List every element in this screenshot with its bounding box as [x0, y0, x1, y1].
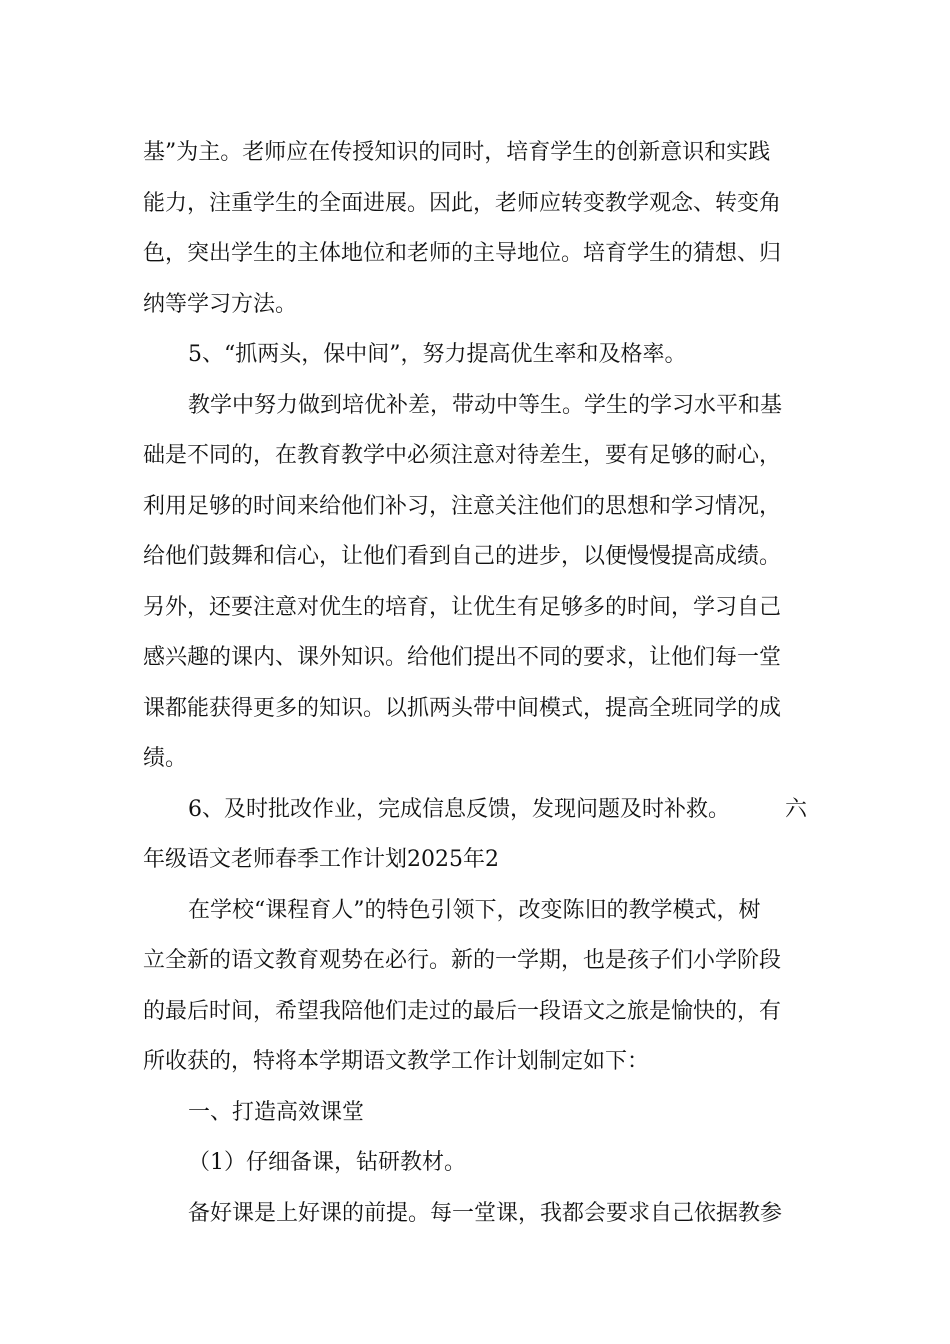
line-text: 5、“抓两头，保中间”，努力提高优生率和及格率。 [188, 342, 687, 367]
line-text: 色，突出学生的主体地位和老师的主导地位。培育学生的猜想、归 [143, 241, 782, 266]
document-page [143, 128, 807, 1239]
line-text: 纳等学习方法。 [143, 291, 298, 317]
line-text: 课都能获得更多的知识。以抓两头带中间模式，提高全班同学的成 [143, 695, 782, 721]
line-text: 另外，还要注意对优生的培育，让优生有足够多的时间，学习自己 [143, 594, 782, 620]
line-text: 在学校“课程育人”的特色引领下，改变陈旧的教学模式，树 [188, 897, 761, 923]
line-text: 的最后时间，希望我陪他们走过的最后一段语文之旅是愉快的，有 [143, 998, 782, 1024]
text-line [143, 734, 807, 785]
text-line [143, 229, 807, 280]
line-text: 绩。 [143, 746, 188, 771]
text-line [143, 330, 807, 381]
line-text: （1）仔细备课，钻研教材。 [188, 1150, 466, 1175]
text-line [143, 128, 807, 179]
line-text: 基”为主。老师应在传授知识的同时，培育学生的创新意识和实践 [143, 140, 771, 165]
heading-line [143, 1088, 807, 1139]
subheading-line [143, 1138, 807, 1189]
line-text: 教学中努力做到培优补差，带动中等生。学生的学习水平和基 [188, 392, 783, 418]
text-line [143, 1189, 807, 1240]
line-text: 6、及时批改作业，完成信息反馈，发现问题及时补救。 [188, 796, 730, 822]
text-line [143, 532, 807, 583]
text-line [143, 633, 807, 684]
text-line [143, 280, 807, 331]
line-text: 年级语文老师春季工作计划2025年2 [143, 847, 499, 872]
text-line [143, 381, 807, 432]
line-text: 感兴趣的课内、课外知识。给他们提出不同的要求，让他们每一堂 [143, 645, 782, 670]
line-text: 础是不同的，在教育教学中必须注意对待差生，要有足够的耐心， [143, 443, 782, 468]
text-line [143, 987, 807, 1038]
text-line [143, 684, 807, 735]
line-text: 备好课是上好课的前提。每一堂课，我都会要求自己依据教参 [188, 1200, 783, 1226]
line-trailing-text: 六 [784, 796, 807, 822]
text-line [143, 583, 807, 634]
text-line [143, 482, 807, 533]
text-line [143, 936, 807, 987]
text-line [143, 785, 807, 836]
text-line [143, 1037, 807, 1088]
line-text: 给他们鼓舞和信心，让他们看到自己的进步，以便慢慢提高成绩。 [143, 544, 782, 569]
section-title-line [143, 835, 807, 886]
line-text: 一、打造高效课堂 [188, 1099, 365, 1125]
line-text: 立全新的语文教育观势在必行。新的一学期，也是孩子们小学阶段 [143, 948, 782, 973]
line-text: 利用足够的时间来给他们补习，注意关注他们的思想和学习情况， [143, 493, 782, 519]
text-line [143, 431, 807, 482]
line-text: 能力，注重学生的全面进展。因此，老师应转变教学观念、转变角 [143, 190, 782, 216]
text-line [143, 179, 807, 230]
line-text: 所收获的，特将本学期语文教学工作计划制定如下： [143, 1049, 650, 1074]
text-line [143, 886, 807, 937]
